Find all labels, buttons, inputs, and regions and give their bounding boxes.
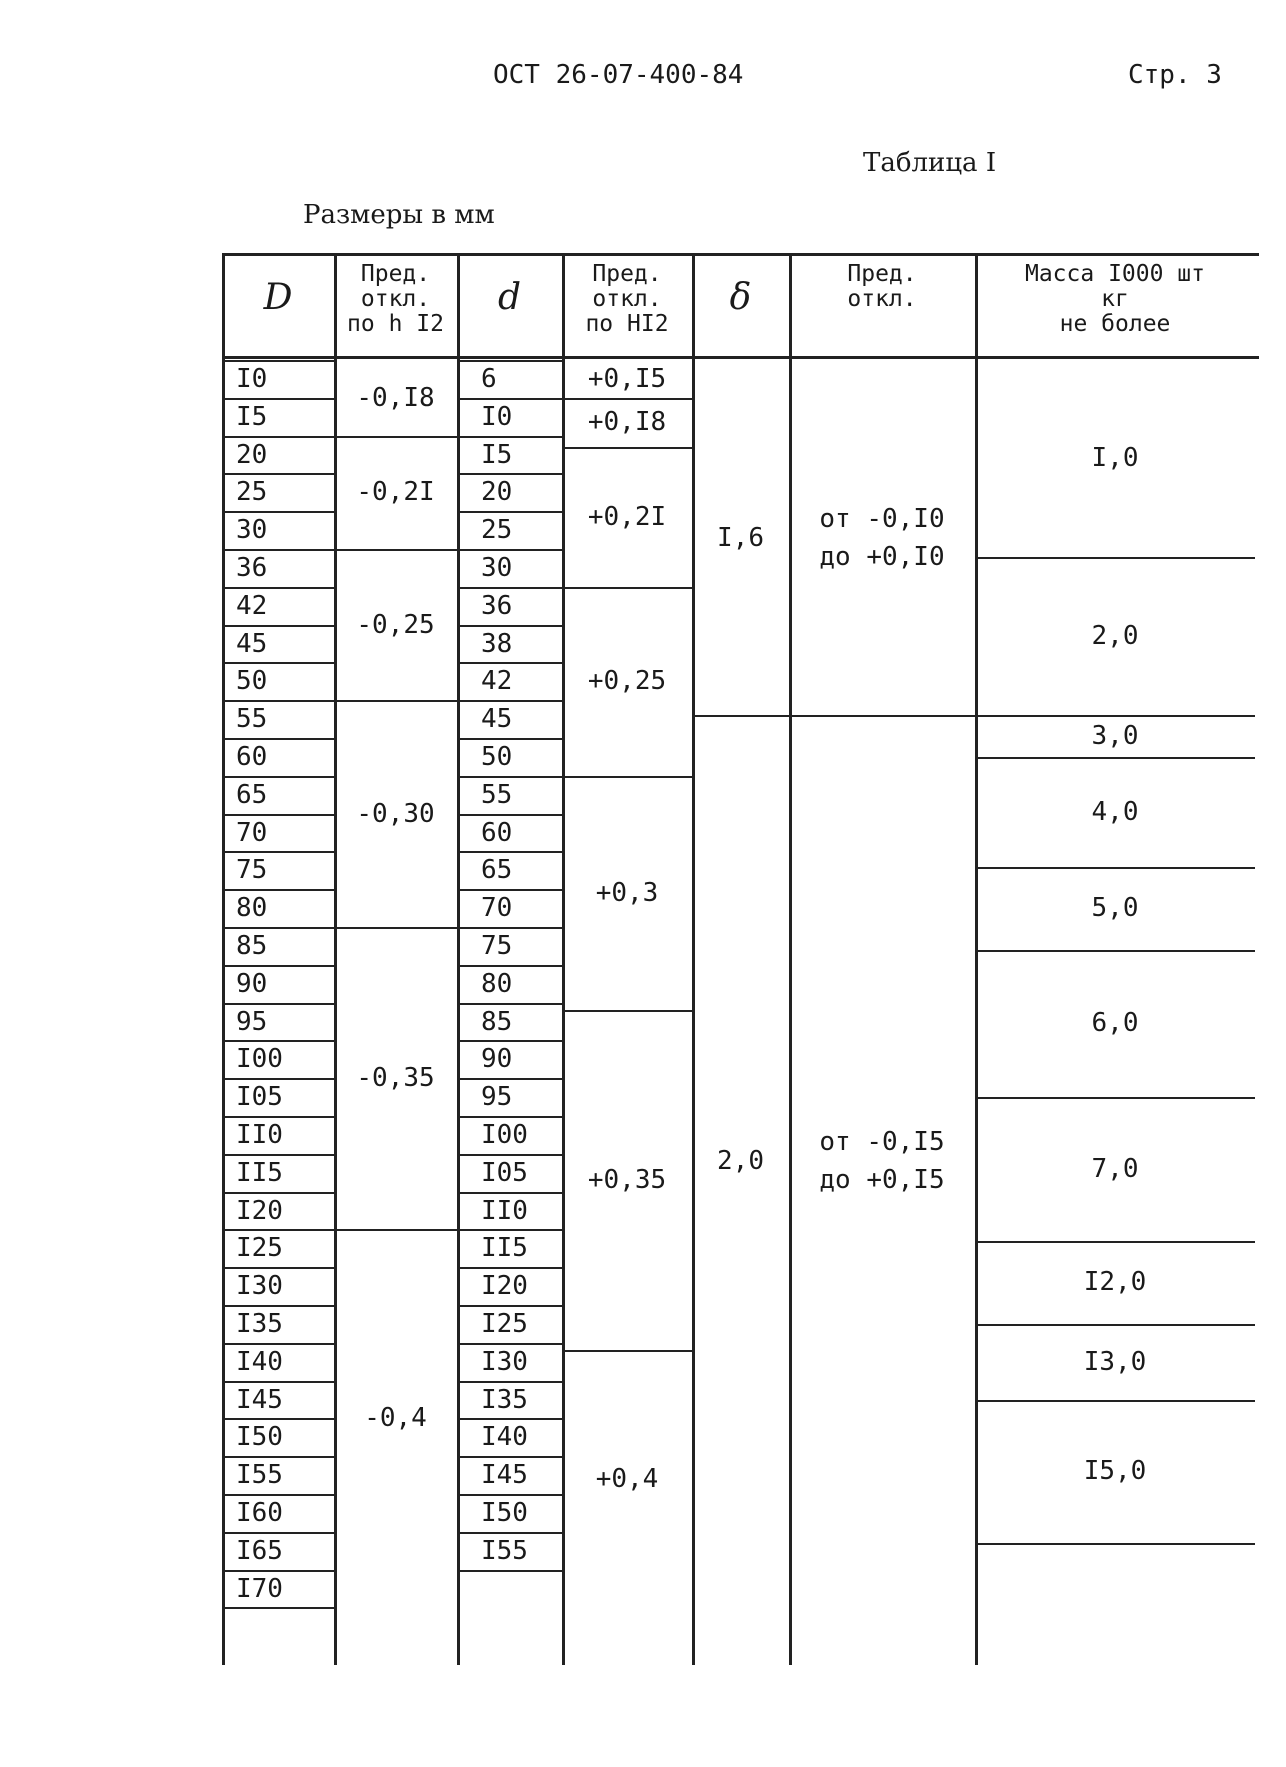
tolerance-D-group: -0,35	[356, 1063, 435, 1094]
table-top-border	[222, 253, 1259, 256]
thickness-group: I,6	[717, 522, 764, 553]
tolerance-D-group-boundary	[334, 700, 457, 702]
table-row-d: I50	[481, 1498, 528, 1528]
column-divider	[334, 253, 337, 1665]
table-row-d: 30	[481, 553, 513, 583]
table-row-d: II0	[481, 1195, 528, 1226]
table-row-d: 42	[481, 666, 513, 697]
tolerance-d-group: +0,I5	[587, 363, 667, 394]
table-row-d: 20	[481, 477, 513, 508]
table-row-D: I40	[236, 1346, 283, 1377]
mass-group: 2,0	[1091, 620, 1139, 651]
tolerance-d-group-boundary	[562, 398, 692, 400]
table-row-d: I55	[481, 1535, 528, 1566]
table-row-d: 85	[481, 1006, 513, 1037]
column-header: Пред. откл. по h I2	[347, 261, 444, 337]
tolerance-D-group: -0,30	[356, 798, 435, 829]
table-row-d: 36	[481, 590, 513, 621]
table-row-d: II5	[481, 1233, 528, 1264]
column-divider	[789, 253, 792, 1665]
column-divider	[562, 253, 565, 1665]
table-row-d: I00	[481, 1120, 528, 1150]
mass-group-boundary	[975, 1241, 1255, 1243]
column-divider	[457, 253, 460, 1665]
tolerance-thickness-group: от -0,I0 до +0,I0	[819, 503, 945, 572]
row-divider	[222, 1607, 334, 1609]
mass-group-boundary	[975, 867, 1255, 869]
table-row-d: I30	[481, 1346, 528, 1377]
header-bottom-border	[222, 356, 1259, 359]
table-row-D: I35	[236, 1309, 283, 1339]
table-row-D: I30	[236, 1271, 283, 1302]
mass-group: 5,0	[1091, 893, 1139, 924]
table-row-D: II5	[236, 1157, 283, 1188]
tolerance-d-group-boundary	[562, 776, 692, 778]
table-row-d: 80	[481, 968, 513, 999]
tolerance-d-group-boundary	[562, 587, 692, 589]
column-divider	[975, 253, 978, 1665]
tolerance-d-group: +0,2I	[587, 501, 667, 532]
table-row-D: 90	[236, 968, 268, 999]
mass-group: I2,0	[1083, 1267, 1147, 1298]
table-row-D: I05	[236, 1082, 283, 1113]
table-row-d: I25	[481, 1309, 528, 1339]
tolerance-D-group-boundary	[334, 927, 457, 929]
table-row-D: 30	[236, 515, 268, 546]
table-row-D: I25	[236, 1233, 283, 1264]
table-row-d: 6	[481, 364, 497, 394]
column-header: δ	[729, 277, 752, 318]
table-row-D: 85	[236, 931, 268, 961]
row-divider	[457, 1570, 562, 1572]
table-row-d: 50	[481, 742, 513, 772]
table-row-D: I65	[236, 1535, 283, 1566]
tolerance-D-group: -0,2I	[356, 477, 435, 508]
table-row-D: I50	[236, 1422, 283, 1453]
table-row-D: 50	[236, 666, 268, 697]
table-row-d: 90	[481, 1044, 513, 1075]
mass-group: I,0	[1091, 443, 1139, 474]
thickness-group: 2,0	[717, 1146, 764, 1177]
table-row-d: I40	[481, 1422, 528, 1453]
table-title: Таблица I	[863, 148, 997, 178]
tolerance-D-group: -0,25	[356, 609, 435, 640]
mass-group-boundary	[975, 1097, 1255, 1099]
column-divider	[692, 253, 695, 1665]
mass-group: 6,0	[1091, 1008, 1139, 1039]
tolerance-D-group-boundary	[334, 549, 457, 551]
table-row-d: I5	[481, 439, 513, 470]
table-row-D: I0	[236, 364, 268, 394]
table-row-D: 25	[236, 477, 268, 508]
tolerance-d-group: +0,3	[595, 877, 659, 908]
table-row-d: I45	[481, 1460, 528, 1491]
mass-group-boundary	[975, 1543, 1255, 1545]
table-row-d: 75	[481, 931, 513, 961]
table-row-d: 60	[481, 817, 513, 848]
table-row-D: 36	[236, 553, 268, 583]
table-row-D: I60	[236, 1498, 283, 1528]
mass-group-boundary	[975, 950, 1255, 952]
column-header: d	[497, 277, 522, 318]
thickness-group-boundary	[692, 715, 789, 717]
mass-group-boundary	[975, 557, 1255, 559]
table-row-d: I35	[481, 1384, 528, 1415]
table-row-D: 45	[236, 628, 268, 659]
table-row-D: 42	[236, 590, 268, 621]
table-row-d: 70	[481, 893, 513, 924]
table-row-D: II0	[236, 1120, 283, 1150]
table-row-d: I0	[481, 401, 513, 432]
table-row-d: I20	[481, 1271, 528, 1302]
column-header: Масса I000 шт кг не более	[1024, 261, 1205, 337]
table-row-D: I55	[236, 1460, 283, 1491]
mass-group-boundary	[975, 1400, 1255, 1402]
column-header: Пред. откл.	[847, 261, 917, 312]
table-row-D: 80	[236, 893, 268, 924]
tolerance-D-group-boundary	[334, 1229, 457, 1231]
tolerance-thickness-group-boundary	[789, 715, 975, 717]
mass-group: 4,0	[1091, 796, 1139, 827]
column-header: Пред. откл. по HI2	[585, 261, 669, 337]
tolerance-d-group: +0,I8	[587, 407, 667, 438]
standard-code: ОСТ 26-07-400-84	[493, 60, 744, 90]
table-row-D: 75	[236, 855, 268, 886]
tolerance-D-group: -0,I8	[356, 382, 435, 413]
mass-group: I3,0	[1083, 1346, 1147, 1377]
table-row-D: 70	[236, 817, 268, 848]
units-note: Размеры в мм	[303, 200, 495, 230]
table-row-d: 38	[481, 628, 513, 659]
row-divider	[222, 360, 334, 362]
table-row-D: 65	[236, 779, 268, 810]
page-number: Стр. 3	[1128, 60, 1222, 90]
table-row-d: I05	[481, 1157, 528, 1188]
tolerance-d-group: +0,25	[587, 666, 667, 697]
table-row-d: 45	[481, 704, 513, 735]
mass-group: 3,0	[1091, 721, 1139, 752]
tolerance-d-group: +0,35	[587, 1165, 667, 1196]
tolerance-d-group-boundary	[562, 1010, 692, 1012]
table-row-D: 55	[236, 704, 268, 735]
tolerance-D-group: -0,4	[364, 1403, 427, 1434]
table-row-D: 60	[236, 742, 268, 772]
table-row-D: I00	[236, 1044, 283, 1075]
table-row-d: 25	[481, 515, 513, 546]
table-row-D: I45	[236, 1384, 283, 1415]
table-row-D: 95	[236, 1006, 268, 1037]
table-row-D: I70	[236, 1573, 283, 1604]
tolerance-d-group: +0,4	[595, 1463, 659, 1494]
table-row-d: 55	[481, 779, 513, 810]
mass-group: 7,0	[1091, 1153, 1139, 1184]
table-row-d: 65	[481, 855, 513, 886]
column-header: D	[263, 277, 293, 318]
column-divider	[222, 253, 225, 1665]
tolerance-d-group-boundary	[562, 1350, 692, 1352]
table-row-D: I5	[236, 401, 268, 432]
mass-group: I5,0	[1083, 1456, 1147, 1487]
tolerance-thickness-group: от -0,I5 до +0,I5	[819, 1127, 945, 1196]
mass-group-boundary	[975, 757, 1255, 759]
tolerance-d-group-boundary	[562, 447, 692, 449]
table-row-D: I20	[236, 1195, 283, 1226]
mass-group-boundary	[975, 1324, 1255, 1326]
table-row-D: 20	[236, 439, 268, 470]
row-divider	[457, 360, 562, 362]
tolerance-D-group-boundary	[334, 436, 457, 438]
table-row-d: 95	[481, 1082, 513, 1113]
